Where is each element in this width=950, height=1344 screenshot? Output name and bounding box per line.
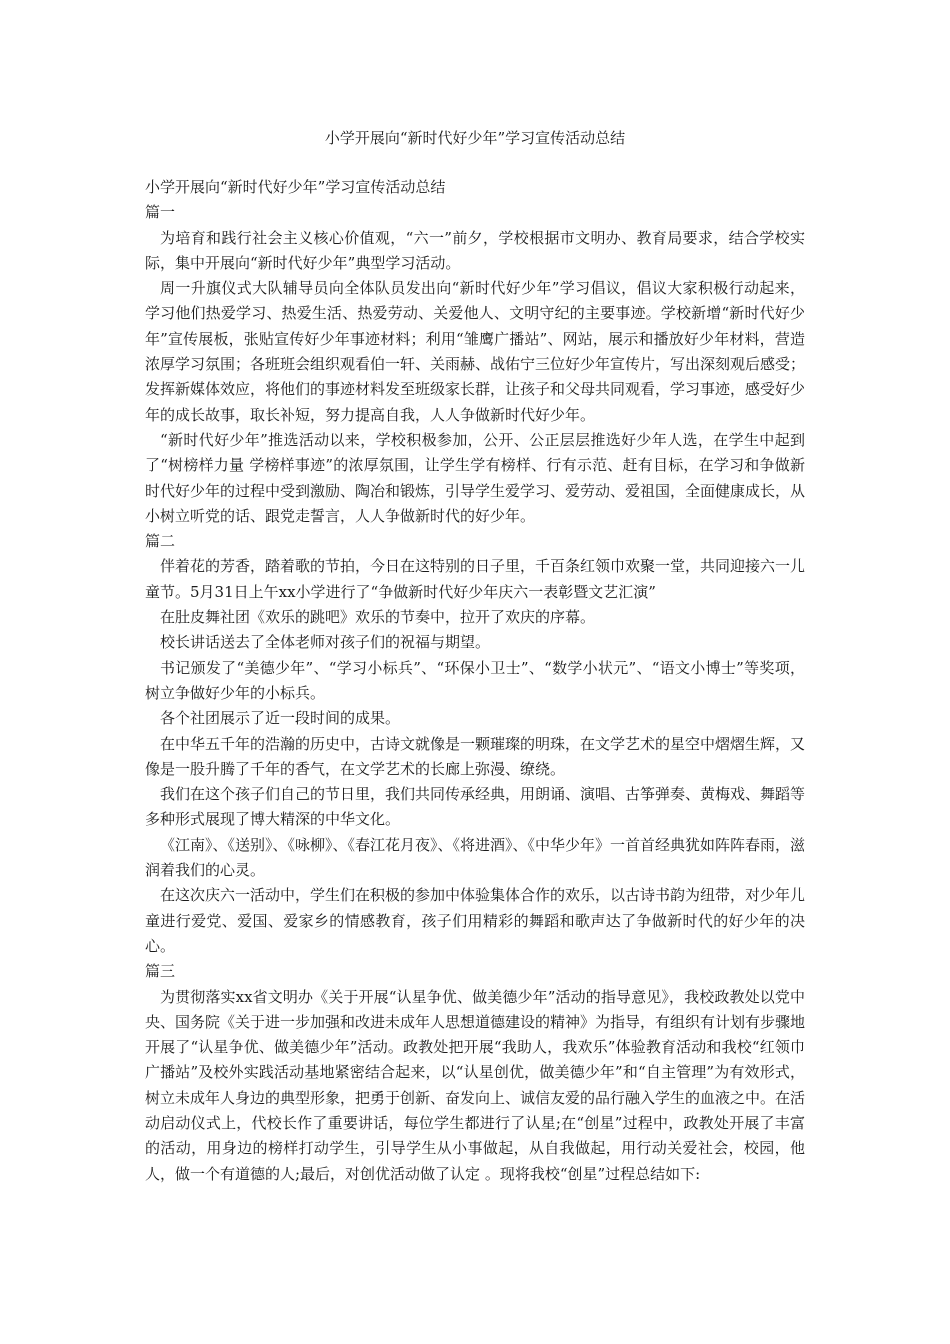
paragraph: 校长讲话送去了全体老师对孩子们的祝福与期望。 xyxy=(160,633,491,652)
section-3 xyxy=(145,959,805,1187)
paragraph: 书记颁发了“美德少年”、“学习小标兵”、“环保小卫士”、“数学小状元”、“语文小博士”等奖项，树立争做好少年的小标兵。 xyxy=(145,658,805,702)
paragraph: 各个社团展示了近一段时间的成果。 xyxy=(160,709,401,728)
paragraph: 在中华五千年的浩瀚的历史中，古诗文就像是一颗璀璨的明珠，在文学艺术的星空中熠熠生辉，又像是一股升腾了千年的香气，在文学艺术的长廊上弥漫、缭绕。 xyxy=(145,734,806,778)
paragraph: 《江南》、《送别》、《咏柳》、《春江花月夜》、《将进酒》、《中华少年》一首首经典犹如阵阵春雨，滋润着我们的心灵。 xyxy=(145,835,806,880)
paragraph: 伴着花的芳香，踏着歌的节拍，今日在这特别的日子里，千百条红领巾欢聚一堂，共同迎接六一儿童节。5月31日上午xx小学进行了“争做新时代好少年庆六一表彰暨文艺汇演” xyxy=(145,557,806,601)
document-body xyxy=(145,175,805,1187)
paragraph: 为贯彻落实xx省文明办《关于开展“认星争优、做美德少年”活动的指导意见》，我校政教处以党中央、国务院《关于进一步加强和改进未成年人思想道德建设的精神》为指导，有组织有计划有步骤地开展了“认星争优、做美德少年”活动。政教处把开展“我助人，我欢乐”体验教育活动和我校“红领巾广播站”及校外实践活动基地紧密结合起来，以“认星创优，做美德少年”和“自主管理”为有效形式，树立未成年人身边的典型形象，把勇于创新、奋发向上、诚信友爱的品行融入学生的血液之中。在活动启动仪式上，代校长作了重要讲话，每位学生都进行了认星;在“创星”过程中，政教处开展了丰富的活动，用身边的榜样打动学生，引导学生从小事做起，从自我做起，用行动关爱社会，校园，他人，做一个有道德的人;最后，对创优活动做了认定 。现将我校“创星”过程总结如下: xyxy=(145,987,806,1183)
section-1 xyxy=(145,200,805,529)
document-title: 小学开展向“新时代好少年”学习宣传活动总结 xyxy=(324,129,626,147)
section-heading: 篇二 xyxy=(145,532,176,551)
paragraph: 在这次庆六一活动中，学生们在积极的参加中体验集体合作的欢乐，以古诗书韵为纽带，对少年儿童进行爱党、爱国、爱家乡的情感教育，孩子们用精彩的舞蹈和歌声达了争做新时代的好少年的决心。 xyxy=(145,886,806,955)
paragraph: 周一升旗仪式大队辅导员向全体队员发出向“新时代好少年”学习倡议，倡议大家积极行动起来，学习他们热爱学习、热爱生活、热爱劳动、关爱他人、文明守纪的主要事迹。学校新增“新时代好少年”宣传展板，张贴宣传好少年事迹材料；利用“雏鹰广播站”、网站，展示和播放好少年材料，营造浓厚学习氛围；各班班会组织观看伯一轩、关雨赫、战佑宁三位好少年宣传片，写出深刻观后感受；发挥新媒体效应，将他们的事迹材料发至班级家长群，让孩子和父母共同观看，学习事迹，感受好少年的成长故事，取长补短，努力提高自我，人人争做新时代好少年。 xyxy=(145,279,806,424)
paragraph: 为培育和践行社会主义核心价值观，“六一”前夕，学校根据市文明办、教育局要求，结合学校实际，集中开展向“新时代好少年”典型学习活动。 xyxy=(145,228,805,272)
document-subtitle: 小学开展向“新时代好少年”学习宣传活动总结 xyxy=(145,178,446,196)
paragraph: 我们在这个孩子们自己的节日里，我们共同传承经典，用朗诵、演唱、古筝弹奏、黄梅戏、舞蹈等多种形式展现了博大精深的中华文化。 xyxy=(145,785,806,829)
paragraph: “新时代好少年”推选活动以来，学校积极参加，公开、公正层层推选好少年人选，在学生中起到了“树榜样力量 学榜样事迹”的浓厚氛围，让学生学有榜样、行有示范、赶有目标，在学习和争做新时代好少年的过程中受到激励、陶冶和锻炼，引导学生爱学习、爱劳动、爱祖国，全面健康成长，从小树立听党的话、跟党走誓言，人人争做新时代的好少年。 xyxy=(145,430,806,525)
section-2 xyxy=(145,529,805,959)
paragraph: 在肚皮舞社团《欢乐的跳吧》欢乐的节奏中，拉开了欢庆的序幕。 xyxy=(160,608,596,627)
section-heading: 篇一 xyxy=(145,203,176,222)
section-heading: 篇三 xyxy=(145,962,176,981)
